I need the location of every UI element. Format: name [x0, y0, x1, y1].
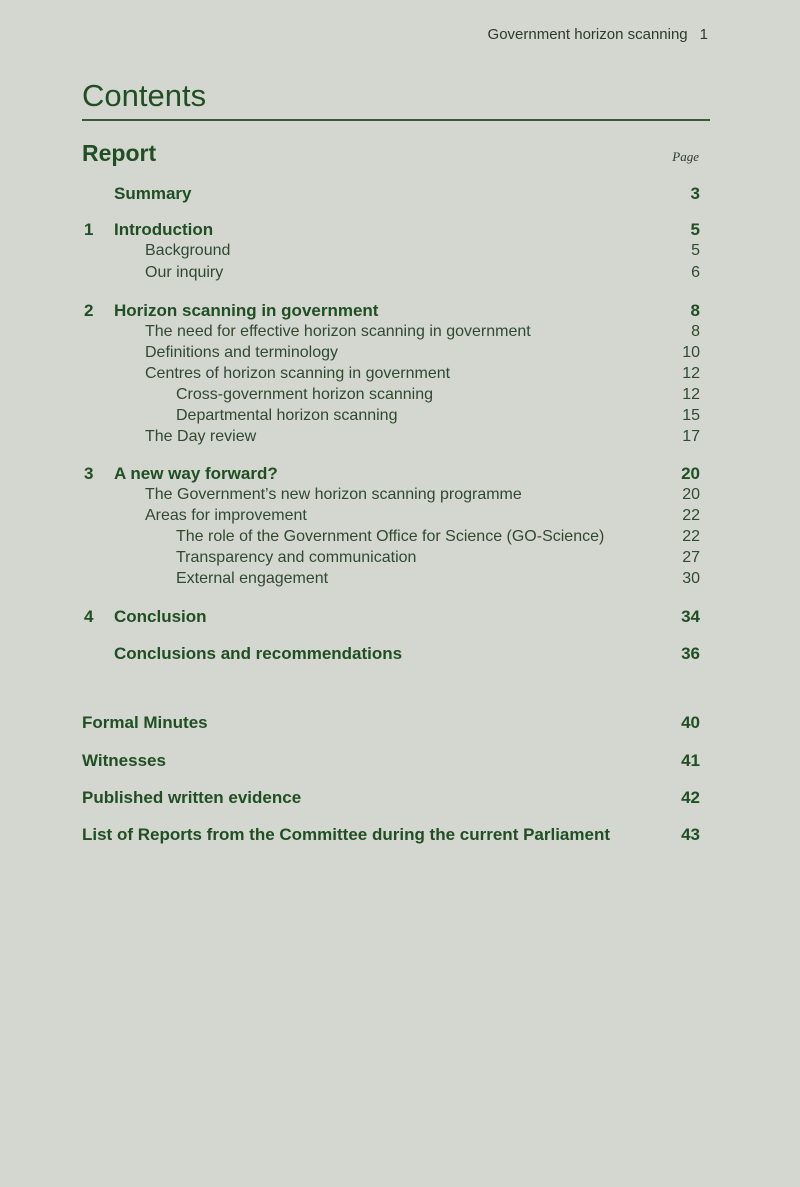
toc-entry-page: 20: [681, 464, 700, 483]
toc-entry-witnesses[interactable]: [0, 751, 800, 773]
toc-entry-page: 12: [682, 386, 700, 403]
toc-entry-list-of-reports[interactable]: [0, 825, 800, 847]
toc-entry-new-programme[interactable]: [0, 486, 800, 508]
toc-entry-label: Transparency and communication: [176, 549, 417, 566]
toc-entry-page: 42: [681, 788, 700, 807]
toc-entry-number: 1: [84, 220, 94, 239]
toc-entry-label: Definitions and terminology: [145, 344, 338, 361]
toc-entry-published-evidence[interactable]: [0, 788, 800, 810]
toc-entry-page: 5: [690, 220, 700, 239]
toc-entry-label: Background: [145, 242, 231, 259]
toc-entry-label: Areas for improvement: [145, 507, 307, 524]
report-section-label: Report: [82, 140, 157, 166]
toc-entry-label: Horizon scanning in government: [114, 301, 379, 320]
toc-entry-label: External engagement: [176, 570, 329, 587]
toc-entry-conclusion[interactable]: [0, 607, 800, 629]
toc-entry-number: 4: [84, 607, 94, 626]
toc-entry-go-science[interactable]: [0, 528, 800, 550]
toc-entry-page: 20: [682, 486, 700, 503]
toc-entry-number: 2: [84, 301, 94, 320]
toc-entry-page: 5: [691, 242, 700, 259]
toc-entry-label: Introduction: [114, 220, 214, 239]
toc-entry-label: The need for effective horizon scanning in government: [145, 323, 531, 340]
toc-entry-label: List of Reports from the Committee during the current Parliament: [82, 825, 611, 844]
toc-entry-number: 3: [84, 464, 94, 483]
title-rule: [82, 119, 710, 121]
toc-entry-page: 22: [682, 507, 700, 524]
toc-entry-page: 22: [682, 528, 700, 545]
toc-entry-definitions[interactable]: [0, 344, 800, 366]
toc-entry-label: Cross-government horizon scanning: [176, 386, 434, 403]
toc-entry-label: Published written evidence: [82, 788, 302, 807]
toc-entry-page: 12: [682, 365, 700, 382]
toc-entry-label: A new way forward?: [114, 464, 278, 483]
toc-entry-label: The role of the Government Office for Science (GO-Science): [176, 528, 605, 545]
toc-entry-external-engagement[interactable]: [0, 570, 800, 592]
toc-entry-formal-minutes[interactable]: [0, 713, 800, 735]
toc-entry-page: 40: [681, 713, 700, 732]
toc-entry-page: 8: [691, 323, 700, 340]
toc-entry-new-way-forward[interactable]: [0, 464, 800, 486]
toc-entry-label: Our inquiry: [145, 264, 224, 281]
toc-entry-our-inquiry[interactable]: [0, 264, 800, 286]
page-title: Contents: [82, 78, 207, 113]
toc-entry-conclusions-recommendations[interactable]: [0, 644, 800, 666]
toc-entry-label: Centres of horizon scanning in government: [145, 365, 451, 382]
toc-entry-introduction[interactable]: [0, 220, 800, 242]
header-page-number: 1: [699, 26, 708, 43]
toc-entry-cross-government[interactable]: [0, 386, 800, 408]
toc-entry-page: 3: [690, 184, 700, 203]
toc-entry-page: 10: [682, 344, 700, 361]
toc-entry-summary[interactable]: [0, 184, 800, 206]
toc-entry-page: 34: [681, 607, 700, 626]
toc-entry-label: The Government’s new horizon scanning programme: [145, 486, 522, 503]
toc-entry-label: Summary: [114, 184, 192, 203]
toc-entry-page: 41: [681, 751, 700, 770]
toc-entry-page: 27: [682, 549, 700, 566]
toc-entry-page: 8: [690, 301, 700, 320]
running-header: [488, 26, 708, 43]
toc-entry-label: Witnesses: [82, 751, 166, 770]
toc-entry-page: 6: [691, 264, 700, 281]
running-title: Government horizon scanning: [487, 26, 688, 43]
toc-entry-page: 43: [681, 825, 700, 844]
toc-entry-centres[interactable]: [0, 365, 800, 387]
page-column-label: Page: [672, 149, 699, 164]
toc-entry-label: Formal Minutes: [82, 713, 208, 732]
toc-entry-page: 17: [682, 428, 700, 445]
toc-entry-transparency[interactable]: [0, 549, 800, 571]
toc-entry-day-review[interactable]: [0, 428, 800, 450]
toc-entry-areas-for-improvement[interactable]: [0, 507, 800, 529]
toc-entry-page: 30: [682, 570, 700, 587]
toc-entry-background[interactable]: [0, 242, 800, 264]
toc-entry-departmental[interactable]: [0, 407, 800, 429]
toc-entry-label: Conclusion: [114, 607, 207, 626]
toc-entry-label: Departmental horizon scanning: [176, 407, 398, 424]
toc-entry-horizon-scanning[interactable]: [0, 301, 800, 323]
toc-entry-label: Conclusions and recommendations: [114, 644, 403, 663]
toc-entry-page: 36: [681, 644, 700, 663]
toc-entry-label: The Day review: [145, 428, 257, 445]
toc-entry-page: 15: [682, 407, 700, 424]
toc-entry-need-for-scanning[interactable]: [0, 323, 800, 345]
